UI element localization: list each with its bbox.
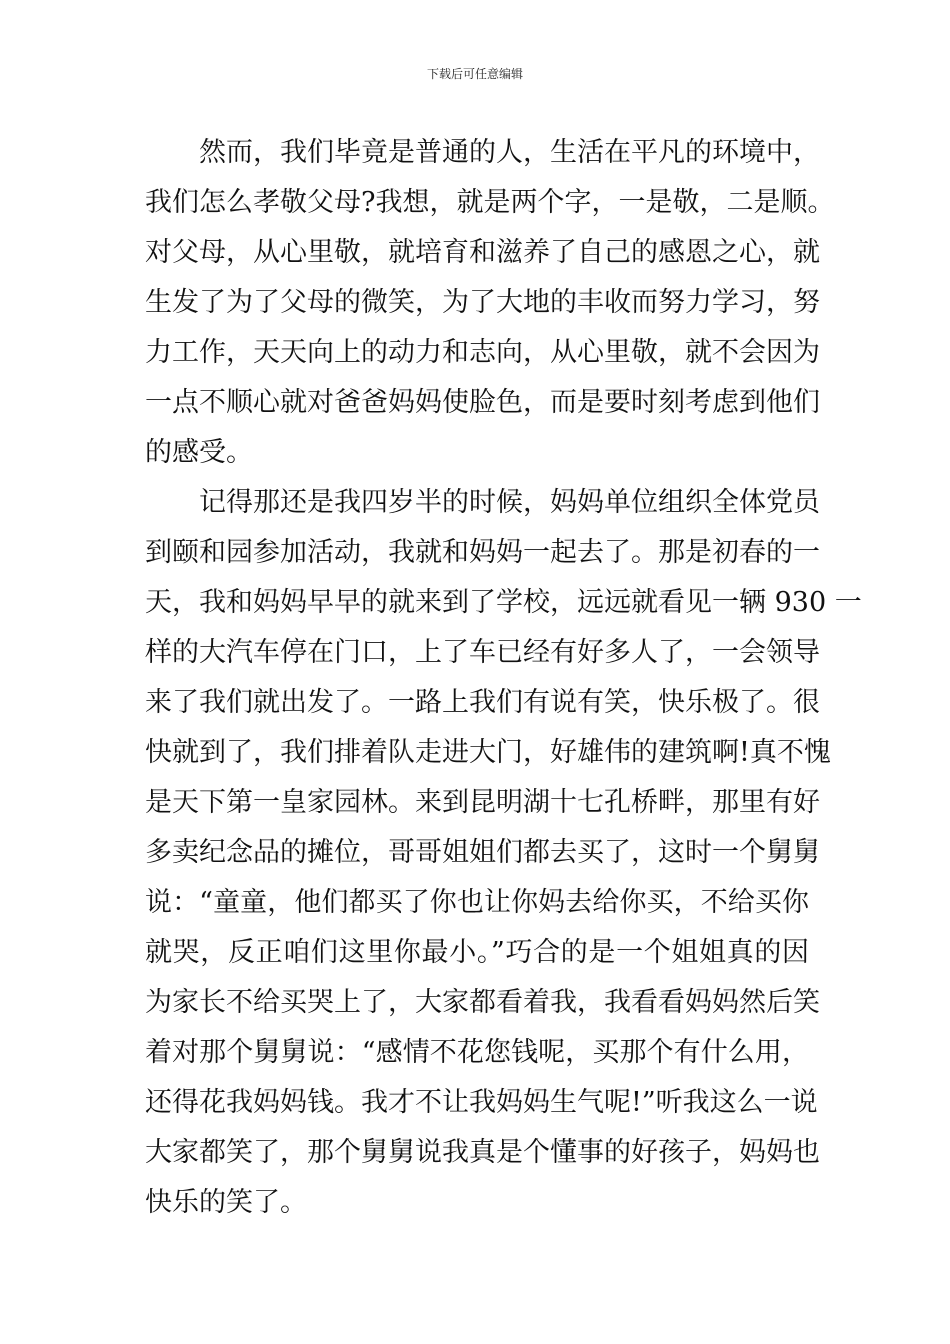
paragraph-1 bbox=[145, 128, 835, 478]
text-line: 是天下第一皇家园林。来到昆明湖十七孔桥畔，那里有好 bbox=[145, 787, 820, 818]
text-line: 对父母，从心里敬，就培育和滋养了自己的感恩之心，就 bbox=[145, 237, 820, 268]
text-line: 快就到了，我们排着队走进大门，好雄伟的建筑啊!真不愧 bbox=[145, 737, 831, 768]
text-line: 的感受。 bbox=[145, 437, 253, 468]
text-line: 到颐和园参加活动，我就和妈妈一起去了。那是初春的一 bbox=[145, 537, 820, 568]
page-header: 下载后可任意编辑 bbox=[426, 67, 523, 81]
text-line: 来了我们就出发了。一路上我们有说有笑，快乐极了。很 bbox=[145, 687, 820, 718]
text-line: 样的大汽车停在门口，上了车已经有好多人了，一会领导 bbox=[145, 637, 820, 668]
text-line: 快乐的笑了。 bbox=[145, 1187, 307, 1218]
text-line: 天，我和妈妈早早的就来到了学校，远远就看见一辆 930 一 bbox=[145, 587, 862, 618]
text-line: 为家长不给买哭上了，大家都看着我，我看看妈妈然后笑 bbox=[145, 987, 820, 1018]
text-line: 生发了为了父母的微笑，为了大地的丰收而努力学习，努 bbox=[145, 287, 820, 318]
text-line: 记得那还是我四岁半的时候，妈妈单位组织全体党员 bbox=[199, 487, 820, 518]
text-line: 还得花我妈妈钱。我才不让我妈妈生气呢!”听我这么一说 bbox=[145, 1087, 818, 1118]
text-line: 就哭，反正咱们这里你最小。”巧合的是一个姐姐真的因 bbox=[145, 937, 809, 968]
text-line: 大家都笑了，那个舅舅说我真是个懂事的好孩子，妈妈也 bbox=[145, 1137, 820, 1168]
text-line: 说：“童童，他们都买了你也让你妈去给你买，不给买你 bbox=[145, 887, 809, 918]
document-body bbox=[145, 128, 862, 1228]
text-line: 多卖纪念品的摊位，哥哥姐姐们都去买了，这时一个舅舅 bbox=[145, 837, 820, 868]
text-line: 然而，我们毕竟是普通的人，生活在平凡的环境中， bbox=[199, 137, 820, 168]
text-line: 着对那个舅舅说：“感情不花您钱呢，买那个有什么用， bbox=[145, 1037, 809, 1068]
text-line: 我们怎么孝敬父母?我想，就是两个字，一是敬，二是顺。 bbox=[145, 187, 835, 218]
text-line: 一点不顺心就对爸爸妈妈使脸色，而是要时刻考虑到他们 bbox=[145, 387, 820, 418]
text-line: 力工作，天天向上的动力和志向，从心里敬，就不会因为 bbox=[145, 337, 820, 368]
paragraph-2 bbox=[145, 478, 862, 1228]
